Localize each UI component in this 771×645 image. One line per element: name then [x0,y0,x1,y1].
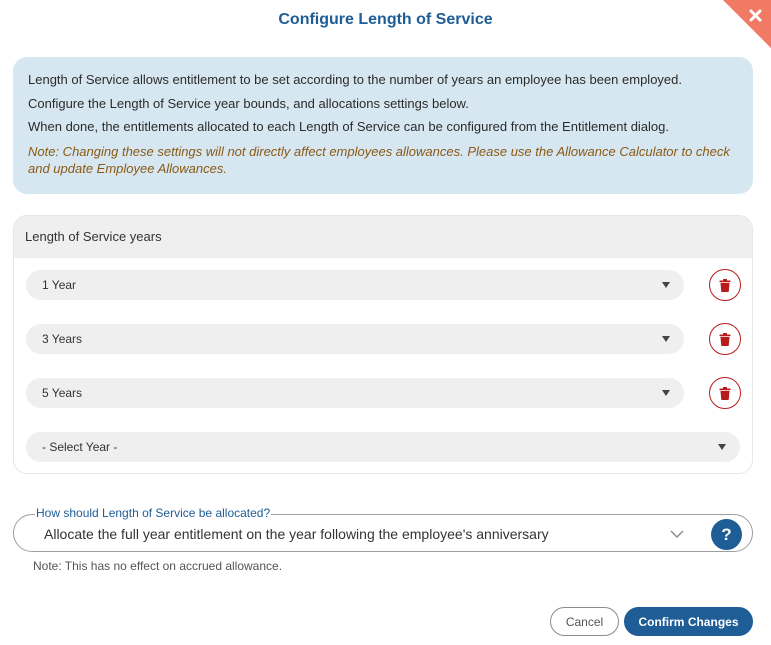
allocation-note: Note: This has no effect on accrued allowance. [33,559,283,573]
caret-down-icon [662,282,670,288]
year-select[interactable] [26,270,684,300]
trash-icon [719,279,731,292]
los-panel-header: Length of Service years [14,216,752,258]
year-select-value: 1 Year [42,278,77,292]
year-select[interactable] [26,324,684,354]
close-button[interactable] [723,0,771,48]
length-of-service-panel [13,215,753,474]
help-button[interactable]: ? [711,519,742,550]
delete-row-button[interactable] [709,323,741,355]
info-note: Note: Changing these settings will not directly affect employees allowances. Please use the Allowance Calculator to check and update Employee Allowances. [28,143,730,176]
year-select-value: 3 Years [42,332,83,346]
trash-icon [719,333,731,346]
allocation-label: How should Length of Service be allocated? [36,506,271,520]
confirm-changes-button[interactable]: Confirm Changes [624,607,753,636]
chevron-down-icon [670,527,684,541]
delete-row-button[interactable] [709,377,741,409]
info-box [13,57,753,194]
delete-row-button[interactable] [709,269,741,301]
trash-icon [719,387,731,400]
info-line-2: Configure the Length of Service year bounds, and allocations settings below. [28,95,469,111]
caret-down-icon [718,444,726,450]
cancel-button[interactable]: Cancel [550,607,619,636]
new-year-select[interactable] [26,432,740,462]
info-line-1: Length of Service allows entitlement to be set according to the number of years an employee has been employed. [28,72,682,87]
year-select[interactable] [26,378,684,408]
caret-down-icon [662,336,670,342]
close-icon [723,0,771,48]
new-year-placeholder: - Select Year - [42,440,118,454]
info-line-3: When done, the entitlements allocated to each Length of Service can be configured from the Entitlement dialog. [28,119,670,134]
caret-down-icon [662,390,670,396]
year-select-value: 5 Years [42,386,83,400]
dialog-title: Configure Length of Service [278,11,493,28]
allocation-value: Allocate the full year entitlement on the year following the employee's anniversary [44,526,549,542]
